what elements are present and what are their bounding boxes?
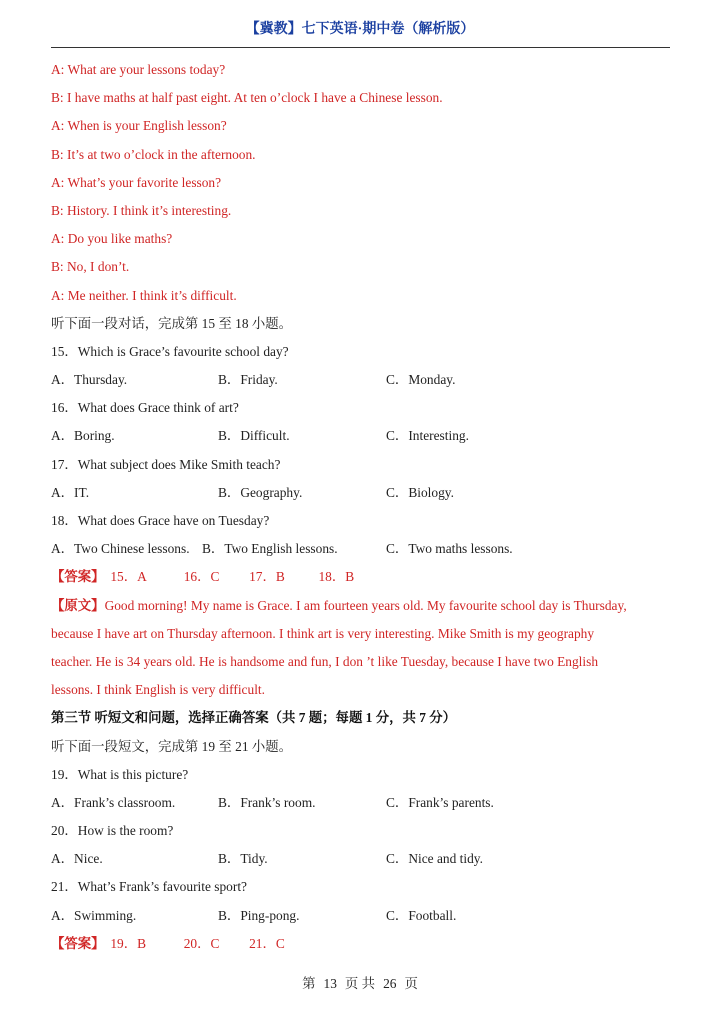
option-a: A．IT. (51, 484, 90, 500)
footer-prefix: 第 (302, 976, 316, 991)
options-15 (51, 366, 676, 394)
page-footer (0, 973, 720, 992)
option-c: C．Frank’s parents. (386, 794, 494, 810)
option-c: C．Biology. (386, 484, 454, 500)
listening-instruction: 听下面一段对话，完成第 15 至 18 小题。 (51, 315, 293, 331)
option-a: A．Swimming. (51, 907, 137, 923)
option-a: A．Frank’s classroom. (51, 794, 176, 810)
answer-item: 19．B (110, 935, 147, 951)
question-21: 21．What’s Frank’s favourite sport? (51, 879, 247, 895)
original-text-line: lessons. I think English is very difficult. (51, 682, 265, 698)
options-19 (51, 789, 676, 817)
answer-tag: 【答案】 (51, 935, 105, 951)
dialogue-line: A: What’s your favorite lesson? (51, 174, 222, 190)
dialogue-line: B: No, I don’t. (51, 259, 130, 275)
option-b: B．Ping-pong. (218, 907, 300, 923)
option-c: C．Two maths lessons. (386, 541, 513, 557)
question-16: 16．What does Grace think of art? (51, 400, 239, 416)
answer-key-2 (51, 930, 676, 958)
question-20: 20．How is the room? (51, 823, 174, 839)
answer-key-1 (51, 563, 676, 591)
question-17: 17．What subject does Mike Smith teach? (51, 456, 281, 472)
answer-item: 17．B (249, 569, 285, 585)
option-a: A．Thursday. (51, 372, 128, 388)
options-18 (51, 535, 676, 563)
dialogue-line: A: Do you like maths? (51, 231, 173, 247)
original-text-content: Good morning! My name is Grace. I am fourteen years old. My favourite school day is Thursday, (104, 597, 627, 613)
option-b: B．Two English lessons. (202, 541, 338, 557)
option-b: B．Geography. (218, 484, 303, 500)
original-text-line: teacher. He is 34 years old. He is handsome and fun, I don ’t like Tuesday, because I have two English (51, 653, 599, 669)
options-21 (51, 902, 676, 930)
answer-item: 15．A (110, 569, 147, 585)
total-pages: 26 (383, 976, 397, 991)
section-3-title: 第三节 听短文和问题，选择正确答案（共 7 题；每题 1 分，共 7 分） (51, 710, 457, 726)
dialogue-line: A: What are your lessons today? (51, 62, 226, 77)
option-c: C．Interesting. (386, 428, 469, 444)
page-number: 13 (323, 976, 337, 991)
answer-tag: 【答案】 (51, 569, 105, 585)
answer-item: 18．B (318, 569, 355, 585)
header-divider (51, 47, 670, 48)
original-text-line (51, 592, 676, 620)
options-17 (51, 479, 676, 507)
dialogue-line: A: When is your English lesson? (51, 118, 227, 134)
answer-item: 20．C (183, 935, 220, 951)
option-a: A．Boring. (51, 428, 115, 444)
option-a: A．Nice. (51, 851, 103, 867)
answer-item: 16．C (183, 569, 220, 585)
option-b: B．Frank’s room. (218, 794, 316, 810)
answer-item: 21．C (249, 935, 285, 951)
option-b: B．Difficult. (218, 428, 290, 444)
option-c: C．Monday. (386, 372, 456, 388)
dialogue-line: B: I have maths at half past eight. At ten o’clock I have a Chinese lesson. (51, 90, 443, 106)
document-body (51, 56, 676, 958)
dialogue-line: B: History. I think it’s interesting. (51, 202, 232, 218)
dialogue-line: A: Me neither. I think it’s difficult. (51, 287, 237, 303)
footer-mid: 页 共 (344, 976, 376, 991)
option-c: C．Nice and tidy. (386, 851, 483, 867)
original-text-line: because I have art on Thursday afternoon. I think art is very interesting. Mike Smith is my geography (51, 625, 595, 641)
question-15: 15．Which is Grace’s favourite school day? (51, 343, 289, 359)
question-19: 19．What is this picture? (51, 766, 189, 782)
page-header-title: 【冀教】七下英语·期中卷（解析版） (245, 22, 475, 37)
original-text-tag: 【原文】 (51, 597, 105, 613)
footer-suffix: 页 (404, 976, 418, 991)
option-c: C．Football. (386, 907, 457, 923)
option-b: B．Tidy. (218, 851, 268, 867)
question-18: 18．What does Grace have on Tuesday? (51, 513, 270, 528)
listening-instruction: 听下面一段短文，完成第 19 至 21 小题。 (51, 738, 293, 754)
options-20 (51, 845, 676, 873)
dialogue-line: B: It’s at two o’clock in the afternoon. (51, 146, 256, 162)
option-a: A．Two Chinese lessons. (51, 541, 190, 557)
options-16 (51, 422, 676, 450)
option-b: B．Friday. (218, 372, 278, 388)
